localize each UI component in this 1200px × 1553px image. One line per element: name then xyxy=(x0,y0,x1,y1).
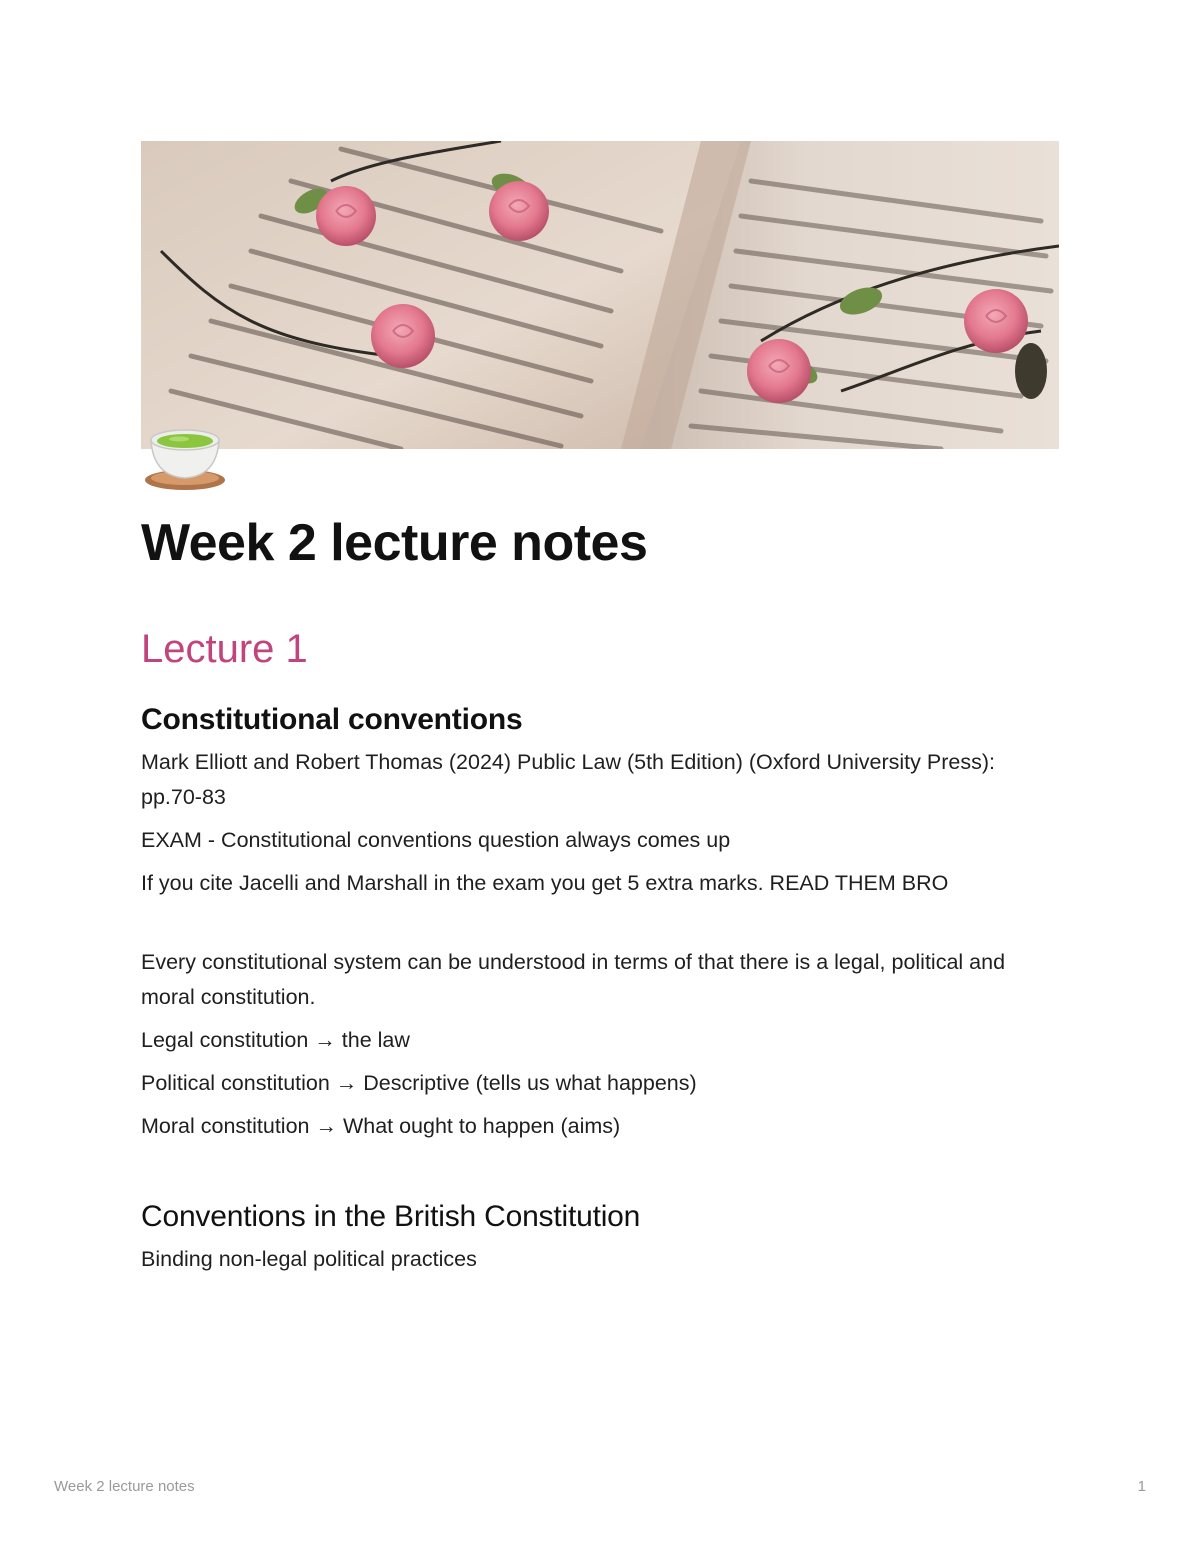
page-content xyxy=(141,505,1059,1277)
footer-title: Week 2 lecture notes xyxy=(54,1478,195,1495)
tea-cup-icon xyxy=(141,420,229,492)
reading-reference: Mark Elliott and Robert Thomas (2024) Public Law (5th Edition) (Oxford University Press): pp.70-83 xyxy=(141,750,995,809)
binding-practices-note: Binding non-legal political practices xyxy=(141,1247,477,1271)
cover-image xyxy=(141,141,1059,449)
footer-page-number: 1 xyxy=(1137,1478,1146,1495)
extra-marks-note: If you cite Jacelli and Marshall in the exam you get 5 extra marks. READ THEM BRO xyxy=(141,871,949,895)
constitution-overview: Every constitutional system can be understood in terms of that there is a legal, political and moral constitution. xyxy=(141,950,1006,1009)
page-title: Week 2 lecture notes xyxy=(141,514,648,572)
moral-constitution-item: Moral constitution → What ought to happen (aims) xyxy=(141,1114,621,1138)
section-heading-constitutional-conventions: Constitutional conventions xyxy=(141,703,523,736)
political-constitution-item: Political constitution → Descriptive (tells us what happens) xyxy=(141,1071,697,1095)
legal-constitution-item: Legal constitution → the law xyxy=(141,1028,410,1052)
exam-note: EXAM - Constitutional conventions question always comes up xyxy=(141,828,731,852)
section-heading-british-conventions: Conventions in the British Constitution xyxy=(141,1200,641,1233)
lecture-heading: Lecture 1 xyxy=(141,627,308,671)
